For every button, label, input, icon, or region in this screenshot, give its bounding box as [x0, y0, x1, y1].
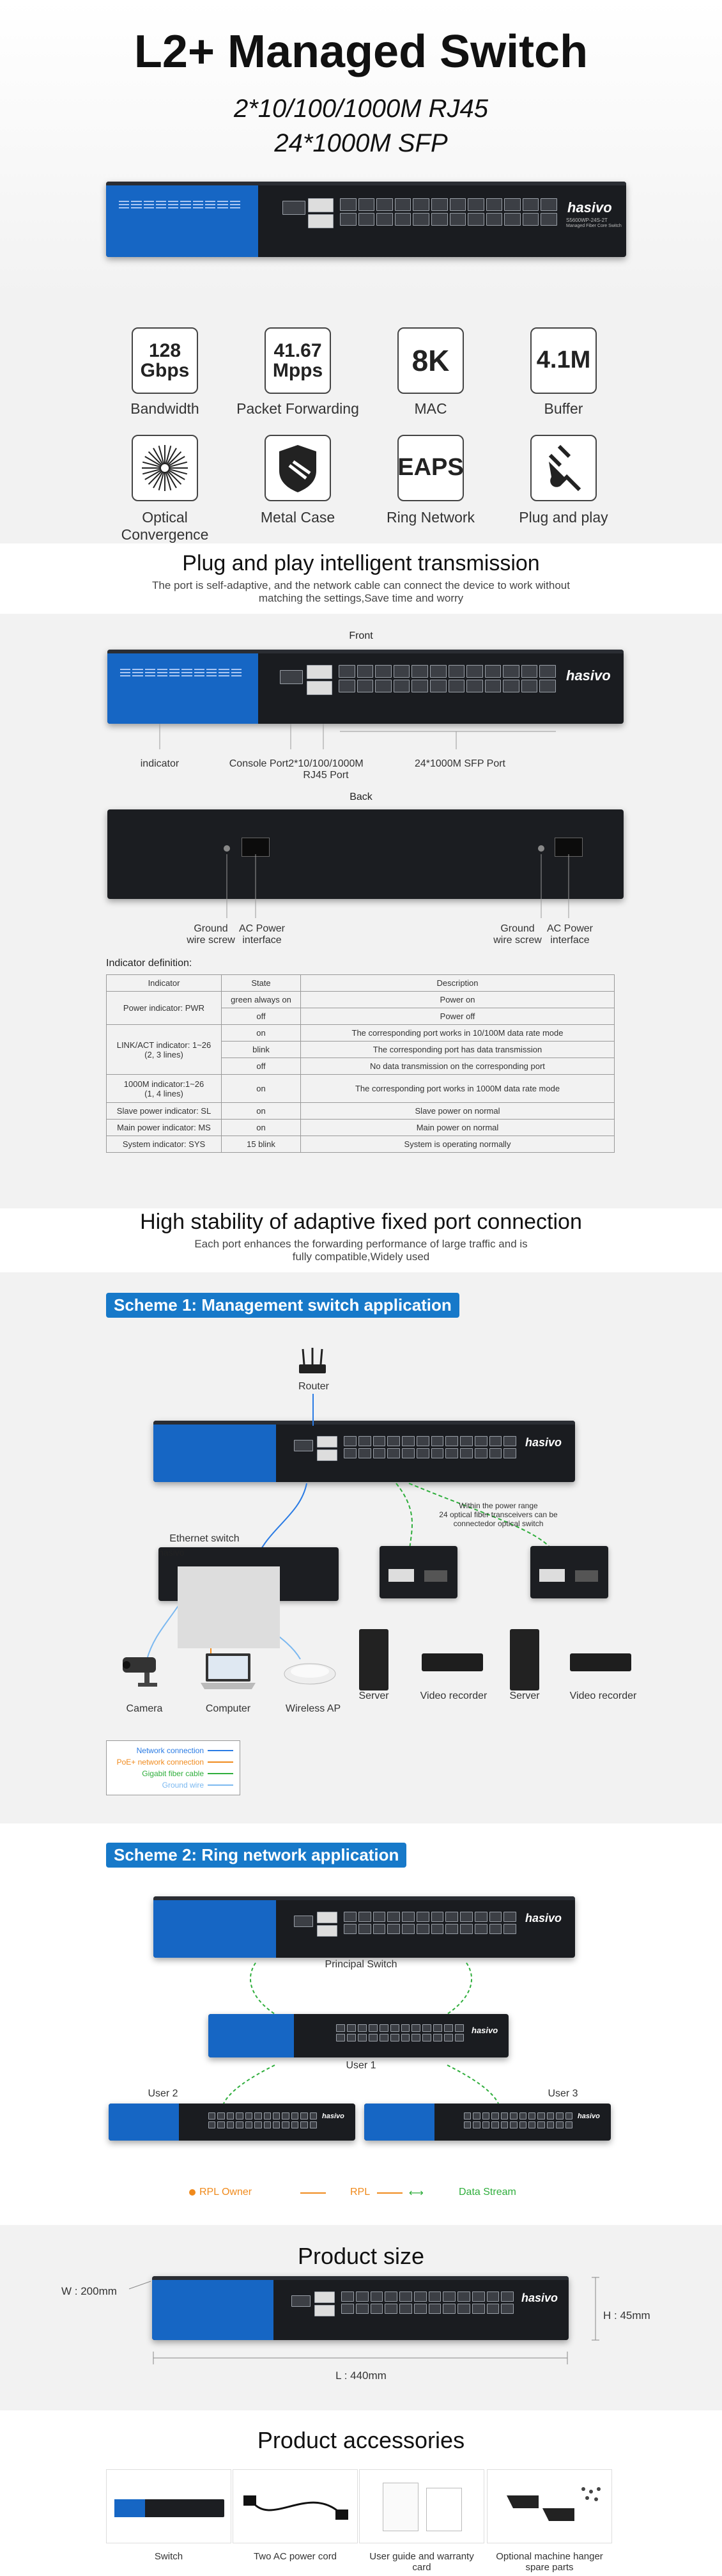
feature-icon-text: 8K [411, 343, 450, 377]
plug-title: Plug and play intelligent transmission [182, 551, 540, 575]
plug-desc-1: The port is self-adaptive, and the network cable can connect the device to work without [152, 579, 570, 591]
hero-title: L2+ Managed Switch [134, 26, 588, 77]
table-header: Indicator [107, 975, 222, 992]
rpl-line-2 [377, 2192, 403, 2194]
legend-text: Network connection [136, 1746, 204, 1755]
feature-label-2: Packet Forwarding [236, 400, 359, 417]
ring-arrows [0, 1956, 722, 2110]
ground-callout-right-2: wire screw [493, 935, 542, 946]
legend-row [113, 1779, 233, 1791]
feature-label-5: Optical Convergence [121, 509, 209, 543]
feature-icon-1 [132, 327, 198, 394]
brand-logo: hasivo [525, 1912, 562, 1924]
scheme1-legend [106, 1740, 240, 1795]
brand-logo: hasivo [521, 2291, 558, 2304]
table-row [107, 1103, 615, 1120]
indicator-callout: indicator [140, 758, 180, 769]
accessory-switch [106, 2469, 231, 2543]
model-text: S5600WP-24S-2T [566, 217, 608, 223]
sfp-callout: 24*1000M SFP Port [414, 758, 505, 769]
hero-subtitle-2: 24*1000M SFP [274, 129, 448, 157]
ac-callout-left-2: interface [242, 935, 282, 946]
ground-screw-right [538, 845, 544, 852]
fiber-transceiver-2 [530, 1546, 608, 1598]
hero-switch-image [106, 182, 626, 257]
feature-label-3: MAC [414, 400, 447, 417]
table-cell: System indicator: SYS [107, 1136, 222, 1153]
video-recorder-icon-1 [422, 1653, 483, 1671]
front-label: Front [349, 630, 373, 641]
hero-subtitle-1: 2*10/100/1000M RJ45 [233, 95, 489, 123]
stability-title: High stability of adaptive fixed port connection [140, 1210, 582, 1234]
note-line: Within the power range [459, 1501, 538, 1510]
accessory-user-guide [359, 2469, 484, 2543]
feature-label-1: Bandwidth [130, 400, 199, 417]
wireless-ap-icon [281, 1656, 339, 1688]
feature-icon-3 [397, 327, 464, 394]
table-cell [107, 1025, 222, 1075]
feature-icon-text: EAPS [397, 454, 464, 481]
length-dimension: L : 440mm [335, 2369, 387, 2382]
cell-line: (2, 3 lines) [144, 1049, 183, 1059]
note-line: connectedor optical switch [453, 1519, 544, 1528]
feature-icon-text: 4.1M [536, 347, 591, 374]
table-cell: The corresponding port works in 1000M data rate mode [301, 1075, 615, 1103]
table-header: Description [301, 975, 615, 992]
user3-label: User 3 [548, 2088, 578, 2099]
legend-rows [113, 1745, 233, 1791]
principal-switch-label: Principal Switch [325, 1959, 397, 1970]
table-cell: off [222, 1058, 301, 1075]
height-dimension-line [589, 2276, 602, 2343]
brand-logo: hasivo [322, 2112, 344, 2120]
feature-icon-5 [132, 435, 198, 501]
feature-icon-text: 128 Gbps [140, 340, 190, 381]
table-cell: on [222, 1075, 301, 1103]
scheme1-connections [0, 1368, 722, 1662]
feature-label-4: Buffer [544, 400, 583, 417]
rj45-callout-1: 2*10/100/1000M [288, 758, 364, 769]
server-label-2: Server [509, 1690, 540, 1701]
legend-swatch [208, 1750, 233, 1751]
table-cell: off [222, 1008, 301, 1025]
table-row [107, 1120, 615, 1136]
note-line: 24 optical fiber transceivers can be [439, 1510, 558, 1519]
legend-text: Gigabit fiber cable [142, 1769, 204, 1778]
table-cell: on [222, 1120, 301, 1136]
legend-text: PoE+ network connection [116, 1758, 204, 1767]
length-dimension-line [152, 2350, 569, 2366]
feature-icon-7 [397, 435, 464, 501]
data-stream-label: Data Stream [459, 2187, 516, 2197]
console-callout: Console Port [229, 758, 289, 769]
scheme2-title: Scheme 2: Ring network application [106, 1843, 406, 1868]
accessories-title: Product accessories [257, 2427, 465, 2453]
video-recorder-icon-2 [570, 1653, 631, 1671]
ground-callout-right-1: Ground [500, 923, 535, 934]
accessory-caption-4: Optional machine hanger spare parts [496, 2551, 603, 2573]
wireless-ap-label: Wireless AP [285, 1703, 341, 1714]
camera-icon [119, 1651, 170, 1689]
server-label-1: Server [358, 1690, 389, 1701]
ground-screw-left [224, 845, 230, 852]
ethernet-switch-image [158, 1547, 339, 1601]
table-cell: The corresponding port works in 10/100M data rate mode [301, 1025, 615, 1042]
table-cell: blink [222, 1042, 301, 1058]
video-recorder-label-2: Video recorder [569, 1690, 637, 1701]
table-cell: Main power on normal [301, 1120, 615, 1136]
cell-line: (1, 4 lines) [144, 1088, 183, 1098]
accessory-caption-1: Switch [154, 2551, 183, 2562]
computer-icon [198, 1651, 258, 1692]
feature-icon-8 [530, 435, 597, 501]
front-panel-image [107, 650, 624, 724]
stability-desc-1: Each port enhances the forwarding performance of large traffic and is [194, 1238, 528, 1250]
ethernet-switch-label: Ethernet switch [169, 1533, 240, 1544]
ac-callout-left-1: AC Power [238, 923, 286, 934]
legend-text: Ground wire [162, 1781, 204, 1790]
brand-logo: hasivo [566, 667, 611, 683]
ac-callout-right-2: interface [550, 935, 590, 946]
table-cell [107, 1075, 222, 1103]
brand-logo: hasivo [578, 2112, 600, 2120]
feature-icon-text: 41.67 Mpps [272, 340, 323, 381]
width-dimension-line [128, 2280, 153, 2299]
rpl-owner-label: RPL Owner [199, 2187, 252, 2197]
table-cell: No data transmission on the corresponding port [301, 1058, 615, 1075]
accessory-power-cord [233, 2469, 358, 2543]
cell-line: 1000M indicator:1~26 [123, 1079, 204, 1089]
table-row [107, 1075, 615, 1103]
rpl-label: RPL [350, 2187, 371, 2197]
brand-logo: hasivo [567, 199, 612, 215]
rpl-owner-dot [189, 2189, 196, 2196]
legend-row [113, 1756, 233, 1768]
width-dimension: W : 200mm [61, 2285, 117, 2297]
ac-callout-right-1: AC Power [546, 923, 594, 934]
table-cell: 15 blink [222, 1136, 301, 1153]
feature-label-7: Ring Network [386, 509, 475, 526]
rpl-line [300, 2192, 326, 2194]
user1-label: User 1 [346, 2060, 376, 2071]
back-callouts [0, 854, 722, 925]
scheme1-title: Scheme 1: Management switch application [106, 1293, 459, 1318]
accessory-caption-2: Two AC power cord [253, 2551, 337, 2562]
legend-row [113, 1768, 233, 1779]
computer-label: Computer [205, 1703, 251, 1714]
table-cell: Main power indicator: MS [107, 1120, 222, 1136]
table-cell: The corresponding port has data transmission [301, 1042, 615, 1058]
accessory-caption-3: User guide and warranty card [369, 2551, 474, 2573]
camera-label: Camera [126, 1703, 163, 1714]
feature-icon-6 [265, 435, 331, 501]
cell-line: LINK/ACT indicator: 1~26 [116, 1040, 211, 1050]
tagline-text: Managed Fiber Core Switch [566, 224, 622, 228]
features-section [0, 301, 722, 543]
plug-desc-2: matching the settings,Save time and worry [258, 592, 464, 604]
server-icon-2 [510, 1629, 539, 1690]
size-switch-image [152, 2276, 569, 2340]
video-recorder-label-1: Video recorder [420, 1690, 488, 1701]
brand-logo: hasivo [158, 1547, 185, 1557]
table-cell: Power off [301, 1008, 615, 1025]
table-row [107, 992, 615, 1008]
table-cell: on [222, 1103, 301, 1120]
table-cell: green always on [222, 992, 301, 1008]
size-title: Product size [297, 2243, 425, 2269]
feature-label-8: Plug and play [519, 509, 608, 526]
legend-row [113, 1745, 233, 1756]
indicator-definition-label: Indicator definition: [106, 958, 192, 969]
front-callouts [0, 722, 722, 761]
scheme1-note [434, 1501, 562, 1528]
table-header: State [222, 975, 301, 992]
rj45-callout-2: RJ45 Port [303, 770, 349, 781]
feature-label-6: Metal Case [260, 509, 335, 526]
feature-icon-4 [530, 327, 597, 394]
router-label: Router [298, 1381, 330, 1392]
brand-logo: hasivo [525, 1436, 562, 1449]
feature-icon-2 [265, 327, 331, 394]
table-cell: System is operating normally [301, 1136, 615, 1153]
data-stream-arrow: ⟷ [409, 2188, 424, 2199]
brand-logo: hasivo [472, 2026, 498, 2035]
principal-switch-image [153, 1896, 575, 1958]
table-cell: Slave power on normal [301, 1103, 615, 1120]
legend-swatch [208, 1784, 233, 1786]
table-cell: Slave power indicator: SL [107, 1103, 222, 1120]
indicator-table [106, 974, 615, 1153]
accessory-hanger-parts [487, 2469, 612, 2543]
server-icon-1 [359, 1629, 388, 1690]
fiber-transceiver-1 [380, 1546, 457, 1598]
table-cell: Power indicator: PWR [107, 992, 222, 1025]
height-dimension: H : 45mm [603, 2309, 650, 2322]
table-row [107, 1136, 615, 1153]
ground-callout-left-1: Ground [194, 923, 228, 934]
legend-swatch [208, 1773, 233, 1774]
ground-callout-left-2: wire screw [187, 935, 235, 946]
stability-desc-2: fully compatible,Widely used [292, 1251, 430, 1263]
hero-section [0, 0, 722, 301]
table-cell: Power on [301, 992, 615, 1008]
legend-swatch [208, 1761, 233, 1763]
user2-label: User 2 [148, 2088, 178, 2099]
back-label: Back [349, 792, 373, 802]
table-cell: on [222, 1025, 301, 1042]
table-row [107, 1025, 615, 1042]
